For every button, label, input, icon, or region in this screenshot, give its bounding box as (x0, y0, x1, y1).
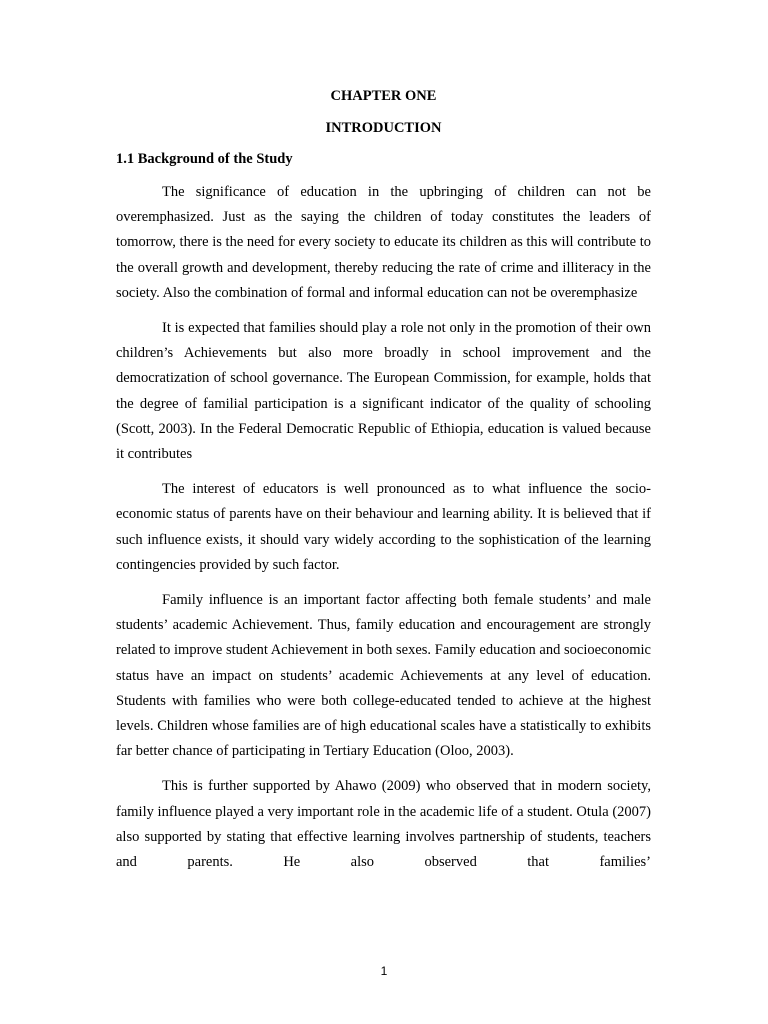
document-page (116, 86, 651, 885)
paragraph-1: The significance of education in the upbringing of children can not be overemphasized. Just as the saying the children of today constitutes the leaders of tomorrow, there is the need for every society to educate its children as this will contribute to the overall growth and development, thereby reducing the rate of crime and illiteracy in the society. Also the combination of formal and informal education can not be overemphasize (116, 184, 651, 301)
paragraph-4: Family influence is an important factor affecting both female students’ and male students’ academic Achievement. Thus, family education and encouragement are strongly related to improve student Achievement in both sexes. Family education and socioeconomic status have an impact on students’ academic Achievements at any level of education. Students with families who were both college-educated tended to achieve at the highest levels. Children whose families are of high educational scales have a statistically to exhibits far better chance of participating in Tertiary Education (Oloo, 2003). (116, 592, 651, 760)
paragraph-3: The interest of educators is well pronounced as to what influence the socio-economic status of parents have on their behaviour and learning ability. It is believed that if such influence exists, it should vary widely according to the sophistication of the learning contingencies provided by such factor. (116, 481, 651, 573)
chapter-title: CHAPTER ONE (330, 88, 437, 104)
page-number: 1 (380, 964, 388, 978)
chapter-subtitle: INTRODUCTION (325, 120, 442, 136)
section-heading: 1.1 Background of the Study (116, 151, 293, 167)
paragraph-2: It is expected that families should play a role not only in the promotion of their own children’s Achievements but also more broadly in school improvement and the democratization of school governance. The European Commission, for example, holds that the degree of familial participation is a significant indicator of the quality of schooling (Scott, 2003). In the Federal Democratic Republic of Ethiopia, education is valued because it contributes (116, 320, 651, 463)
paragraph-5: This is further supported by Ahawo (2009) who observed that in modern society, family influence played a very important role in the academic life of a student. Otula (2007) also supported by stating that effective learning involves partnership of students, teachers and parents. He also observed that families’ (116, 778, 651, 871)
